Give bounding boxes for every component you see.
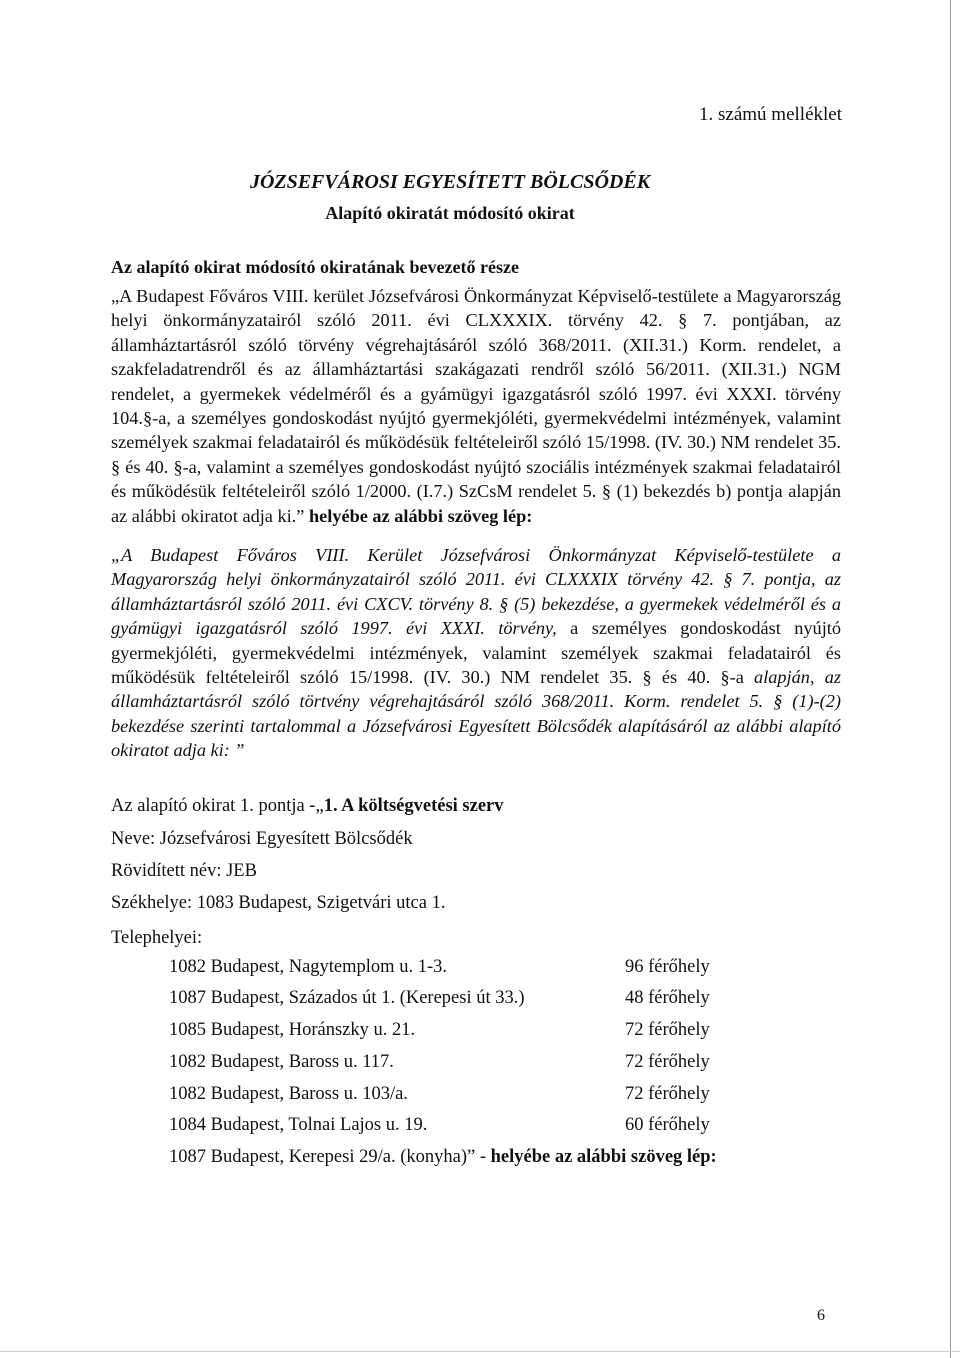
site-address: 1084 Budapest, Tolnai Lajos u. 19.: [169, 1115, 428, 1135]
page-number: 6: [817, 1307, 825, 1324]
document-title: JÓZSEFVÁROSI EGYESÍTETT BÖLCSŐDÉK: [249, 171, 651, 193]
site-address: 1082 Budapest, Nagytemplom u. 1-3.: [169, 957, 447, 977]
site-capacity: 60 férőhely: [625, 1115, 710, 1135]
point-reference: [111, 796, 504, 817]
scan-edge-line: [950, 0, 951, 1358]
last-site-line: [169, 1147, 717, 1168]
site-address: 1082 Budapest, Baross u. 117.: [169, 1052, 394, 1072]
site-address: 1087 Budapest, Százados út 1. (Kerepesi út 33.): [169, 988, 525, 1008]
intro-bold-tail: helyébe az alábbi szöveg lép:: [304, 505, 533, 526]
seat-address: Székhelye: 1083 Budapest, Szigetvári utca 1.: [111, 893, 446, 913]
scan-bottom-line: [0, 1351, 960, 1352]
site-address: 1082 Budapest, Baross u. 103/a.: [169, 1084, 408, 1104]
point-reference-text: Az alapító okirat 1. pontja -„: [111, 796, 324, 816]
site-capacity: 72 férőhely: [625, 1052, 710, 1072]
replacement-paragraph: [111, 543, 841, 763]
replacement-part-2: a személyes gondoskodást nyújtó gyermekjóléti, gyermekvédelmi intézmények, valamint személyek szakmai feladatairól és működésük feltételeiről szóló 15/1998. (IV. 30.) NM rendelet 35. § és 40. §-a: [111, 618, 841, 688]
sites-label: Telephelyei:: [111, 928, 203, 948]
site-capacity: 72 férőhely: [625, 1084, 710, 1104]
site-address: 1085 Budapest, Horánszky u. 21.: [169, 1020, 416, 1040]
site-capacity: 96 férőhely: [625, 957, 710, 977]
replacement-part-1: „A Budapest Főváros VIII. Kerület Józsefvárosi Önkormányzat Képviselő-testülete a Magyarország helyi önkormányzatairól szóló 2011. évi CLXXXIX törvény 42. § 7. pontja, az államháztartásról szóló 2011. évi CXCV. törvény 8. § (5) bekezdése, a gyermekek védelméről és a gyámügyi igazgatásról szóló 1997. évi XXXI. törvény,: [111, 545, 841, 639]
institution-name: Neve: Józsefvárosi Egyesített Bölcsődék: [111, 829, 413, 849]
last-site-text: 1087 Budapest, Kerepesi 29/a. (konyha)” -: [169, 1147, 491, 1167]
site-capacity: 48 férőhely: [625, 988, 710, 1008]
last-site-bold: helyébe az alábbi szöveg lép:: [490, 1147, 717, 1167]
short-name: Rövidített név: JEB: [111, 861, 257, 881]
document-subtitle: Alapító okiratát módosító okirat: [325, 203, 575, 223]
intro-text: „A Budapest Főváros VIII. kerület Józsefvárosi Önkormányzat Képviselő-testülete a Magyarország helyi önkormányzatairól szóló 2011. évi CLXXXIX. törvény 42. § 7. pontjában, az államháztartásról szóló törvény végrehajtásáról szóló 368/2011. (XII.31.) Korm. rendelet, a szakfeladatrendről és az államháztartási szakágazati rendről szóló 56/2011. (XII.31.) NGM rendelet, a gyermekek védelméről és a gyámügyi igazgatásról szóló 1997. évi XXXI. törvény 104.§-a, a személyes gondoskodást nyújtó gyermekjóléti, gyermekvédelmi intézmények, valamint személyek szakmai feladatairól és működésük feltételeiről szóló 15/1998. (IV. 30.) NM rendelet 35. § és 40. §-a, valamint a személyes gondoskodást nyújtó szociális intézmények szakmai feladatairól és működésük feltételeiről szóló 1/2000. (I.7.) SzCsM rendelet 5. § (1) bekezdés b) pontja alapján az alábbi okiratot adja ki.”: [111, 286, 841, 526]
site-capacity: 72 férőhely: [625, 1020, 710, 1040]
section-heading: Az alapító okirat módosító okiratának bevezető része: [111, 257, 519, 277]
annex-label: 1. számú melléklet: [699, 104, 842, 125]
replacement-part-3: alapján, az államháztartásról szóló törtvény végrehajtásáról szóló 368/2011. Korm. rendelet 5. § (1)-(2) bekezdése szerinti tartalommal a Józsefvárosi Egyesített Bölcsődék alapításáról az alábbi alapító okiratot adja ki: ”: [111, 667, 841, 761]
point-reference-bold: 1. A költségvetési szerv: [323, 796, 504, 816]
intro-paragraph: [111, 284, 841, 528]
